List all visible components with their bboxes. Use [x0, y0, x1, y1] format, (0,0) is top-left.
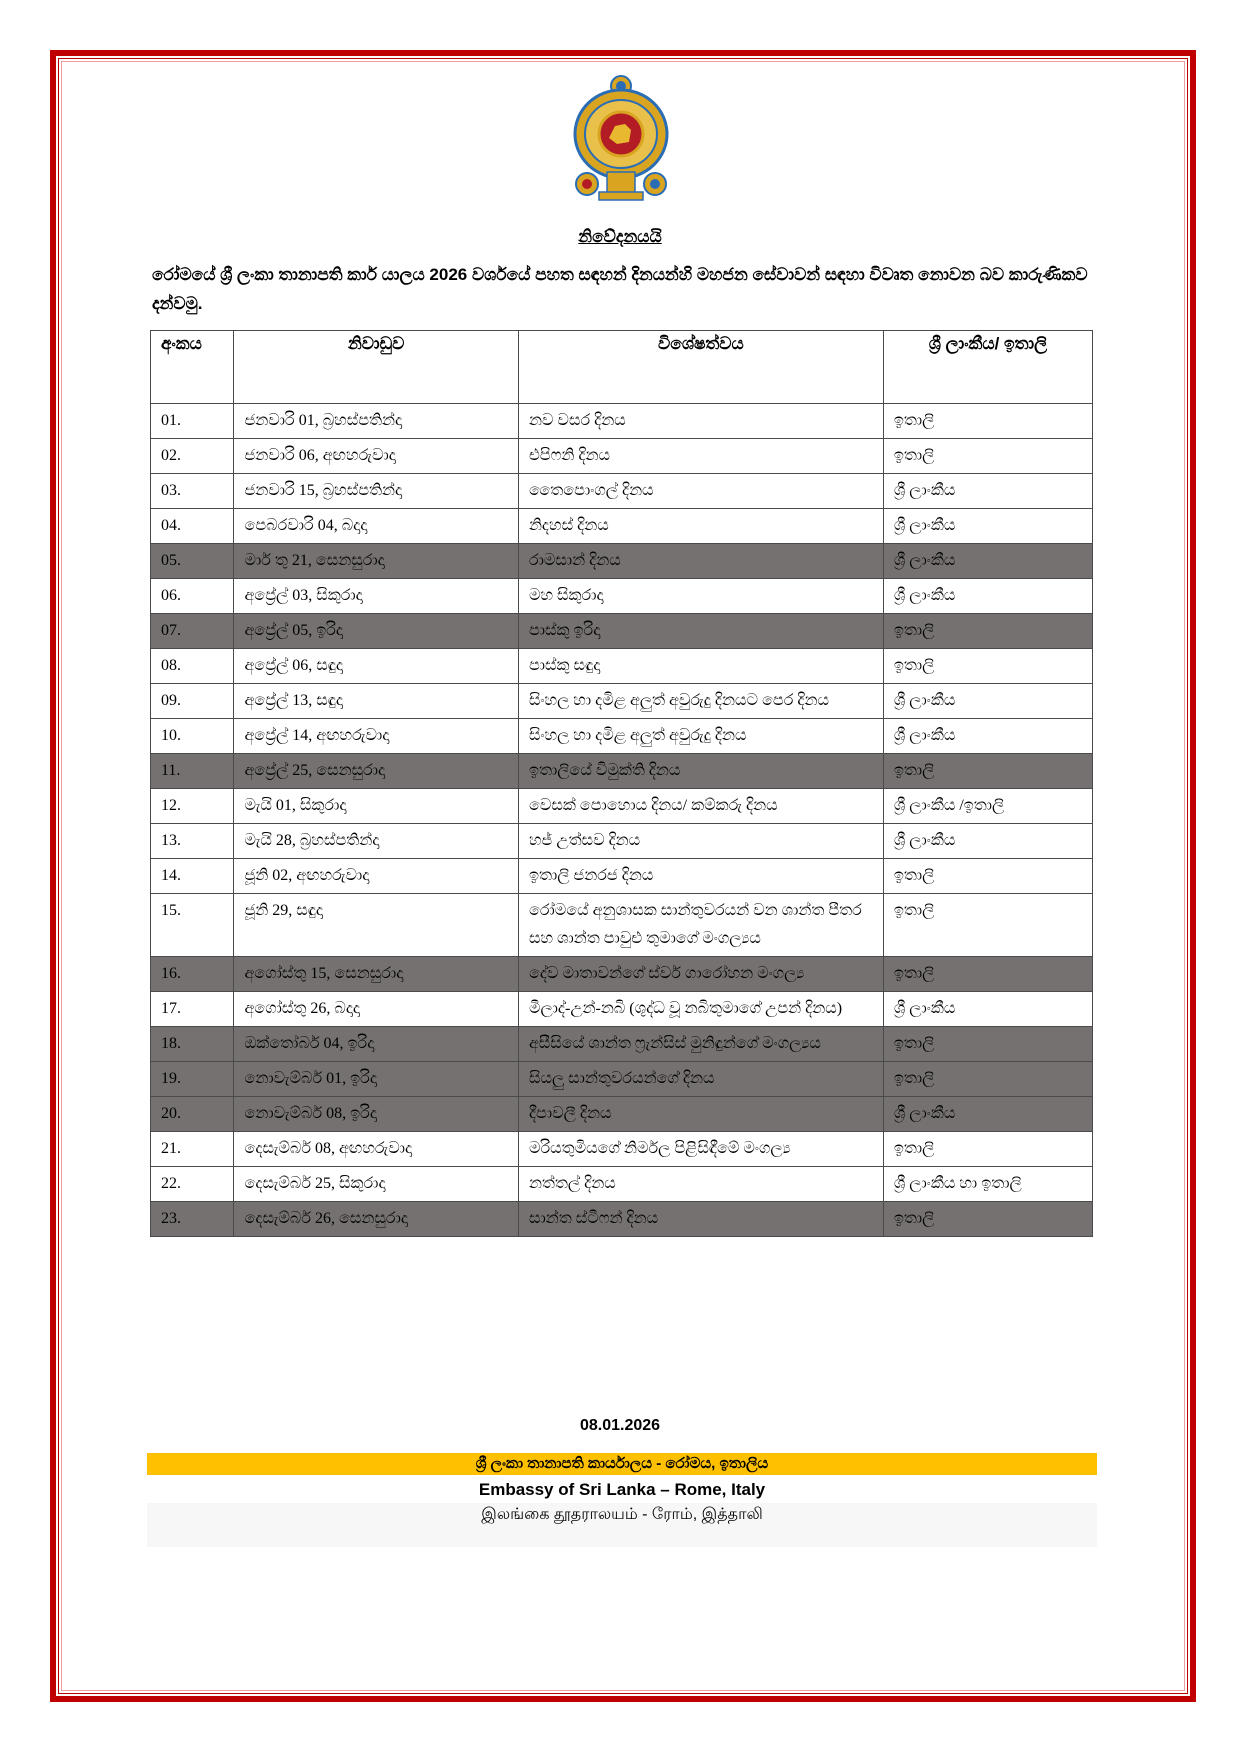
header-no: අංකය: [151, 331, 234, 404]
cell-date: දෙසැම්බර් 26, සෙනසුරාදා: [234, 1202, 519, 1237]
cell-date: නොවැම්බර් 08, ඉරිදා: [234, 1097, 519, 1132]
cell-description: නිදහස් දිනය: [518, 509, 883, 544]
cell-description: තෛපොංගල් දිනය: [518, 474, 883, 509]
cell-description: රාමසාන් දිනය: [518, 544, 883, 579]
cell-no: 13.: [151, 824, 234, 859]
cell-date: අප්‍රේල් 25, සෙනසුරාදා: [234, 754, 519, 789]
cell-date: ඔක්තෝබර් 04, ඉරිදා: [234, 1027, 519, 1062]
cell-description: අසීසියේ ශාන්ත ෆ්‍රැන්සිස් මුනිඳුන්ගේ මංගල්‍යය: [518, 1027, 883, 1062]
cell-no: 06.: [151, 579, 234, 614]
cell-country: ශ්‍රී ලාංකීය: [883, 684, 1092, 719]
cell-date: පෙබරවාරි 04, බදාදා: [234, 509, 519, 544]
cell-date: අගෝස්තු 15, සෙනසුරාදා: [234, 957, 519, 992]
cell-no: 08.: [151, 649, 234, 684]
cell-date: අගෝස්තු 26, බදාදා: [234, 992, 519, 1027]
cell-country: ඉතාලි: [883, 957, 1092, 992]
cell-no: 03.: [151, 474, 234, 509]
cell-country: ශ්‍රී ලාංකීය: [883, 824, 1092, 859]
cell-description: පාස්කු සඳුදා: [518, 649, 883, 684]
table-row: [151, 1167, 1093, 1202]
cell-date: දෙසැම්බර් 08, අඟහරුවාදා: [234, 1132, 519, 1167]
cell-no: 07.: [151, 614, 234, 649]
table-row: [151, 649, 1093, 684]
cell-description: එපිෆනි දිනය: [518, 439, 883, 474]
cell-country: ඉතාලි: [883, 649, 1092, 684]
table-row: [151, 719, 1093, 754]
cell-description: මීලාද්-උන්-නබි (ශුද්ධ වූ නබිතුමාගේ උපන් දිනය): [518, 992, 883, 1027]
table-row: [151, 992, 1093, 1027]
cell-country: ශ්‍රී ලාංකීය: [883, 544, 1092, 579]
cell-date: දෙසැම්බර් 25, සිකුරාදා: [234, 1167, 519, 1202]
cell-description: මරියතුමියගේ නිර්මල පිළිසිඳීමේ මංගල්‍ය: [518, 1132, 883, 1167]
table-row: [151, 614, 1093, 649]
cell-description: දේව මාතාවන්ගේ ස්වර් ගාරෝහන මංගල්‍ය: [518, 957, 883, 992]
cell-no: 19.: [151, 1062, 234, 1097]
cell-country: ඉතාලි: [883, 1027, 1092, 1062]
table-body: [151, 404, 1093, 1237]
table-row: [151, 404, 1093, 439]
table-row: [151, 754, 1093, 789]
cell-description: වෙසක් පොහොය දිනය/ කම්කරු දිනය: [518, 789, 883, 824]
cell-description: මහ සිකුරාදා: [518, 579, 883, 614]
cell-date: ජූනි 29, සඳුදා: [234, 894, 519, 957]
cell-description: හජ් උත්සව දිනය: [518, 824, 883, 859]
sri-lanka-emblem-icon: [565, 72, 677, 202]
cell-date: අප්‍රේල් 03, සිකුරාදා: [234, 579, 519, 614]
table-row: [151, 439, 1093, 474]
cell-no: 18.: [151, 1027, 234, 1062]
cell-country: ශ්‍රී ලාංකීය: [883, 1097, 1092, 1132]
table-row: [151, 579, 1093, 614]
header-description: විශේෂත්වය: [518, 331, 883, 404]
cell-no: 17.: [151, 992, 234, 1027]
cell-country: ඉතාලි: [883, 1202, 1092, 1237]
footer-sinhala: ශ්‍රී ලංකා තානාපති කාර්යාලය - රෝමය, ඉතාලිය: [147, 1453, 1097, 1475]
cell-no: 11.: [151, 754, 234, 789]
cell-description: දීපාවලී දිනය: [518, 1097, 883, 1132]
table-row: [151, 1097, 1093, 1132]
cell-date: ජූනි 02, අඟහරුවාදා: [234, 859, 519, 894]
cell-no: 02.: [151, 439, 234, 474]
cell-no: 23.: [151, 1202, 234, 1237]
cell-no: 21.: [151, 1132, 234, 1167]
table-row: [151, 509, 1093, 544]
cell-country: ශ්‍රී ලාංකීය: [883, 474, 1092, 509]
cell-description: පාස්කු ඉරිදා: [518, 614, 883, 649]
cell-date: ජනවාරි 01, බ්‍රහස්පතින්දා: [234, 404, 519, 439]
issue-date: 08.01.2026: [579, 1417, 661, 1434]
cell-description: නව වසර දිනය: [518, 404, 883, 439]
cell-no: 22.: [151, 1167, 234, 1202]
cell-country: ඉතාලි: [883, 754, 1092, 789]
cell-country: ඉතාලි: [883, 404, 1092, 439]
cell-date: ජනවාරි 15, බ්‍රහස්පතින්දා: [234, 474, 519, 509]
table-row: [151, 684, 1093, 719]
cell-date: ජනවාරි 06, අඟහරුවාදා: [234, 439, 519, 474]
cell-description: රෝමයේ අනුශාසක සාන්තුවරයන් වන ශාන්ත පීතර සහ ශාන්ත පාවුළු තුමාගේ මංගල්‍යය: [518, 894, 883, 957]
cell-description: සියලු සාන්තුවරයන්ගේ දිනය: [518, 1062, 883, 1097]
footer-english: Embassy of Sri Lanka – Rome, Italy: [147, 1477, 1097, 1503]
cell-country: ශ්‍රී ලාංකීය: [883, 992, 1092, 1027]
cell-country: ඉතාලි: [883, 894, 1092, 957]
cell-country: ඉතාලි: [883, 439, 1092, 474]
table-row: [151, 1062, 1093, 1097]
table-row: [151, 824, 1093, 859]
cell-date: මාර් තු 21, සෙනසුරාදා: [234, 544, 519, 579]
table-row: [151, 957, 1093, 992]
cell-no: 05.: [151, 544, 234, 579]
cell-country: ශ්‍රී ලාංකීය: [883, 509, 1092, 544]
table-row: [151, 474, 1093, 509]
cell-no: 14.: [151, 859, 234, 894]
cell-description: සිංහල හා දමිළ අලුත් අවුරුදු දිනය: [518, 719, 883, 754]
cell-country: ඉතාලි: [883, 614, 1092, 649]
cell-date: අප්‍රේල් 06, සඳුදා: [234, 649, 519, 684]
cell-no: 09.: [151, 684, 234, 719]
header-country: ශ්‍රී ලාංකීය/ ඉතාලි: [883, 331, 1092, 404]
cell-country: ශ්‍රී ලාංකීය: [883, 719, 1092, 754]
cell-description: ඉතාලි ජනරජ දිනය: [518, 859, 883, 894]
table-row: [151, 789, 1093, 824]
cell-no: 01.: [151, 404, 234, 439]
cell-country: ඉතාලි: [883, 1062, 1092, 1097]
intro-paragraph: රෝමයේ ශ්‍රී ලංකා තානාපති කාර් යාලය 2026 වර්ශයේ පහත සඳහන් දිනයන්හි මහජන සේවාවන් සඳහා විවෘත නොවන බව කාරුණිකව දන්වමු.: [152, 265, 1088, 313]
cell-description: සාන්ත ස්ටීෆන් දිනය: [518, 1202, 883, 1237]
cell-date: මැයි 28, බ්‍රහස්පතින්දා: [234, 824, 519, 859]
cell-description: සිංහල හා දමිළ අලුත් අවුරුදු දිනයට පෙර දිනය: [518, 684, 883, 719]
cell-no: 04.: [151, 509, 234, 544]
table-row: [151, 859, 1093, 894]
cell-date: නොවැම්බර් 01, ඉරිදා: [234, 1062, 519, 1097]
cell-no: 20.: [151, 1097, 234, 1132]
header-date: නිවාඩුව: [234, 331, 519, 404]
cell-date: මැයි 01, සිකුරාදා: [234, 789, 519, 824]
table-row: [151, 1202, 1093, 1237]
cell-no: 10.: [151, 719, 234, 754]
table-row: [151, 894, 1093, 957]
cell-no: 15.: [151, 894, 234, 957]
cell-country: ඉතාලි: [883, 859, 1092, 894]
cell-description: ඉතාලියේ විමුක්ති දිනය: [518, 754, 883, 789]
table-row: [151, 544, 1093, 579]
cell-description: නත්තල් දිනය: [518, 1167, 883, 1202]
cell-country: ශ්‍රී ලාංකීය /ඉතාලි: [883, 789, 1092, 824]
table-row: [151, 1027, 1093, 1062]
cell-country: ශ්‍රී ලාංකීය හා ඉතාලි: [883, 1167, 1092, 1202]
page-title: නිවේදනයයි: [578, 227, 662, 246]
cell-country: ශ්‍රී ලාංකීය: [883, 579, 1092, 614]
cell-date: අප්‍රේල් 05, ඉරිදා: [234, 614, 519, 649]
cell-no: 12.: [151, 789, 234, 824]
holiday-table: [150, 330, 1093, 1237]
table-row: [151, 1132, 1093, 1167]
cell-date: අප්‍රේල් 14, අඟහරුවාදා: [234, 719, 519, 754]
table-header-row: [151, 331, 1093, 404]
footer-tamil: இலங்கை தூதராலயம் - ரோம், இத்தாலி: [147, 1503, 1097, 1547]
cell-no: 16.: [151, 957, 234, 992]
cell-country: ඉතාලි: [883, 1132, 1092, 1167]
cell-date: අප්‍රේල් 13, සඳුදා: [234, 684, 519, 719]
